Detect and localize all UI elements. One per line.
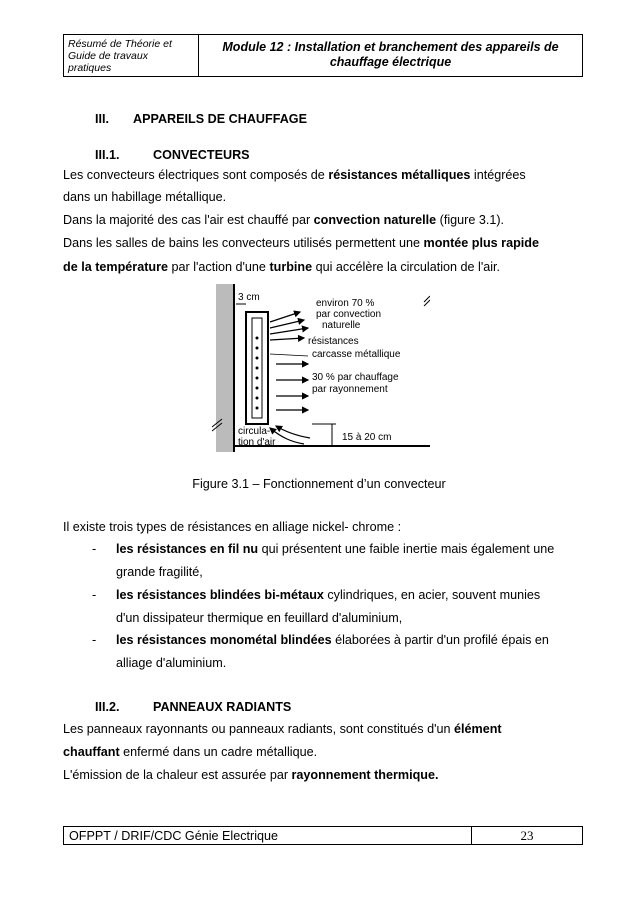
paragraph-line: Il existe trois types de résistances en alliage nickel- chrome : [63,520,402,534]
label-resistances: résistances [308,336,359,347]
label-30-percent: 30 % par chauffage [312,372,399,383]
label-par-convection: par convection [316,309,382,320]
label-15-20cm: 15 à 20 cm [342,432,392,443]
list-item: les résistances en fil nu qui présentent une faible inertie mais également une [116,542,555,556]
paragraph-line: de la température par l'action d'une turbine qui accélère la circulation de l'air. [63,260,501,274]
footer-org: OFPPT / DRIF/CDC Génie Electrique [64,827,472,844]
convector-figure [212,282,430,454]
label-circulation-1: circula- [238,426,271,437]
radiation-arrows [276,364,308,410]
label-3cm: 3 cm [238,292,260,303]
paragraph-line: dans un habillage métallique. [63,190,227,204]
wall-shape [216,284,234,452]
paragraph-line: Les convecteurs électriques sont composés de résistances métalliques intégrées [63,168,526,182]
header-right-cell [199,35,582,76]
label-naturelle: naturelle [322,320,361,331]
list-item-continuation: alliage d'aluminium. [116,656,227,670]
list-item: les résistances monométal blindées élaborées à partir d'un profilé épais en [116,633,549,647]
label-environ: environ 70 % [316,298,375,309]
list-dash: - [92,633,97,647]
list-item-continuation: grande fragilité, [116,565,203,579]
header-left-line: Résumé de Théorie et [68,38,172,50]
header-module-title: Module 12 : Installation et branchement des appareils de [222,40,559,54]
page-header [63,34,583,77]
section-number: III. [95,112,109,126]
convection-arrows [270,312,308,340]
label-circulation-2: tion d'air [238,437,276,448]
paragraph-line: L'émission de la chaleur est assurée par rayonnement thermique. [63,768,439,782]
header-left-line: Guide de travaux [68,50,148,62]
list-item-continuation: d'un dissipateur thermique en feuillard d'aluminium, [116,611,403,625]
resistance-dots [256,337,259,410]
subsection-number: III.2. [95,700,120,714]
subsection-title: PANNEAUX RADIANTS [153,700,292,714]
subsection-title: CONVECTEURS [153,148,250,162]
paragraph-line: Dans les salles de bains les convecteurs utilisés permettent une montée plus rapide [63,236,539,250]
page-number: 23 [520,828,534,843]
header-left-line: pratiques [68,62,112,74]
header-module-subtitle: chauffage électrique [329,55,452,69]
label-carcasse: carcasse métallique [312,349,401,360]
paragraph-line: Les panneaux rayonnants ou panneaux radiants, sont constitués d'un élément [63,722,502,736]
paragraph-line: chauffant enfermé dans un cadre métallique. [63,745,318,759]
list-item: les résistances blindées bi-métaux cylindriques, en acier, souvent munies [116,588,541,602]
list-dash: - [92,542,97,556]
label-par-rayonnement: par rayonnement [312,384,388,395]
section-title: APPAREILS DE CHAUFFAGE [133,112,307,126]
list-dash: - [92,588,97,602]
air-intake-arrows [270,426,310,444]
page-footer [63,826,583,845]
paragraph-line: Dans la majorité des cas l'air est chauffé par convection naturelle (figure 3.1). [63,213,505,227]
subsection-number: III.1. [95,148,120,162]
figure-caption: Figure 3.1 – Fonctionnement d’un convecteur [192,477,446,491]
carcasse-leader [270,354,308,356]
header-left-cell [64,35,199,76]
